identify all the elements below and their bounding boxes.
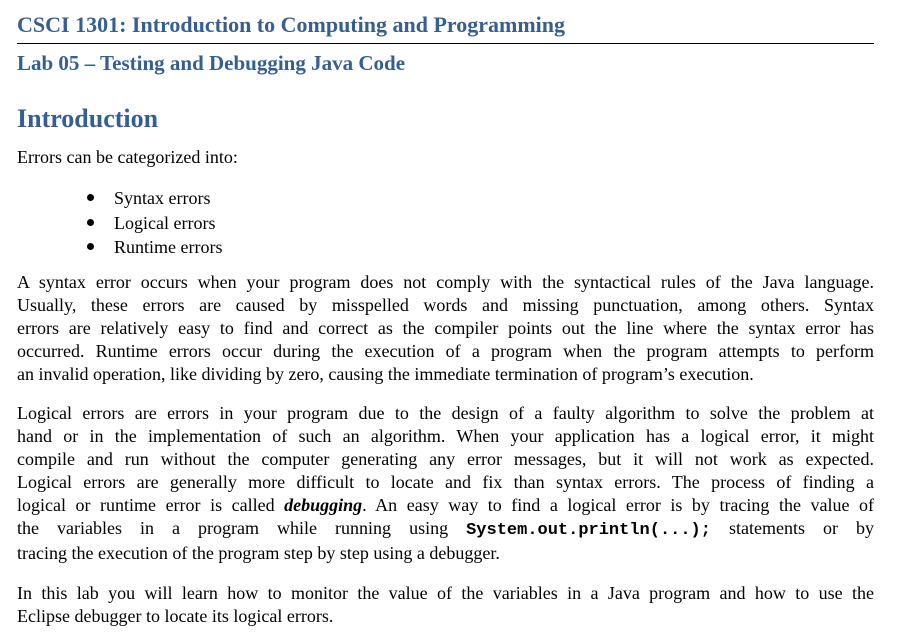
list-item [17,235,222,260]
bullet-icon [87,219,94,226]
paragraph-logical-errors [17,402,874,565]
list-item-label: Logical errors [114,212,216,233]
list-item [17,186,222,211]
error-types-list [17,186,222,260]
text-run: . An easy way to find a logical error is by tracing the value of [362,495,874,515]
list-item-label: Syntax errors [114,188,211,208]
bullet-icon [87,194,94,201]
lab-title: Lab 05 – Testing and Debugging Java Code [17,51,406,75]
code-snippet: System.out.println(...); [466,521,711,540]
paragraph-syntax-runtime [17,271,874,386]
text-run: logical or runtime error is called [17,495,285,515]
bullet-icon [87,243,94,250]
paragraph-line: A syntax error occurs when your program does not comply with the syntactical rules of the Java language. [17,272,874,292]
text-run: statements or by [710,518,874,538]
course-title: CSCI 1301: Introduction to Computing and Programming [17,12,566,37]
list-item-label: Runtime errors [114,237,223,257]
paragraph-line: an invalid operation, like dividing by zero, causing the immediate termination of program’s execution. [17,364,754,384]
section-heading-introduction: Introduction [17,104,159,133]
paragraph-line: compile and run without the computer generating any error messages, but it will not work as expected. [17,449,874,469]
paragraph-line: Logical errors are generally more difficult to locate and fix than syntax errors. The process of finding a [17,472,874,492]
paragraph-lab-goal [17,582,874,628]
paragraph-line: errors are relatively easy to find and correct as the compiler points out the line where the syntax error has [17,318,874,338]
paragraph-line [17,517,874,542]
paragraph-line: Logical errors are errors in your program due to the design of a faulty algorithm to solve the problem at [17,403,874,423]
paragraph-line: tracing the execution of the program step by step using a debugger. [17,543,500,563]
list-item [17,211,222,236]
paragraph-line: In this lab you will learn how to monitor the value of the variables in a Java program and how to use the [17,583,874,603]
text-run: the variables in a program while running using [17,518,467,538]
intro-text: Errors can be categorized into: [17,147,238,167]
debugging-term: debugging [284,495,363,515]
paragraph-line [17,494,874,517]
paragraph-line: Usually, these errors are caused by misspelled words and missing punctuation, among others. Syntax [17,295,874,315]
header-rule [17,43,874,44]
paragraph-line: occurred. Runtime errors occur during the execution of a program when the program attempts to perform [17,341,874,361]
paragraph-line: hand or in the implementation of such an algorithm. When your application has a logical error, it might [17,426,874,446]
paragraph-line: Eclipse debugger to locate its logical errors. [17,606,334,626]
